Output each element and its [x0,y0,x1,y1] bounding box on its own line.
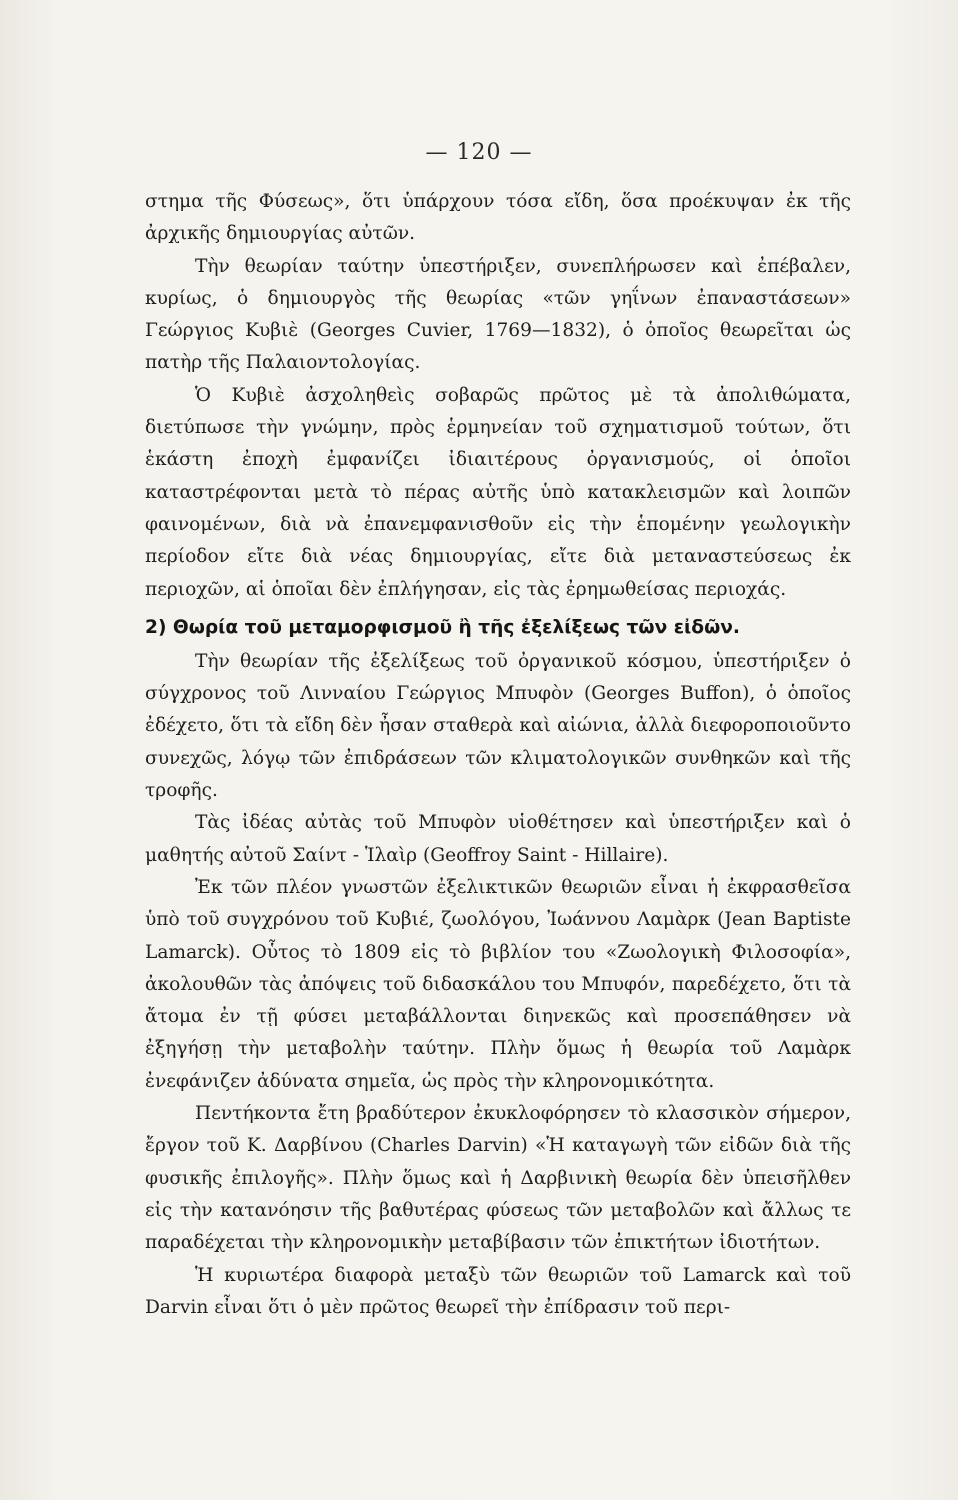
paragraph-darwin: Πεντήκοντα ἔτη βραδύτερον ἐκυκλοφόρησεν τὸ κλασσικὸν σήμερον, ἔργον τοῦ Κ. Δαρβίνου (Charles Darvin) «Ἡ καταγωγὴ τῶν εἰδῶν διὰ τῆς φυσικῆς ἐπιλογῆς». Πλὴν ὅμως καὶ ἡ Δαρβινικὴ θεωρία δὲν ὑπεισῆλθεν εἰς τὴν κατανόησιν τῆς βαθυτέρας φύσεως τῶν μεταβολῶν καὶ ἄλλως τε παραδέχεται τὴν κληρονομικὴν μεταβίβασιν τῶν ἐπικτήτων ἰδιοτήτων. [145,1103,851,1254]
paragraph-cuvier-theory: Τὴν θεωρίαν ταύτην ὑπεστήριξεν, συνεπλήρωσεν καὶ ἐπέβαλεν, κυρίως, ὁ δημιουργὸς τῆς θεωρίας «τῶν γηΐνων ἐπαναστάσεων» Γεώργιος Κυβιὲ (Georges Cuvier, 1769—1832), ὁ ὁποῖος θεωρεῖται ὡς πατὴρ τῆς Παλαιοντολογίας. [145,255,851,374]
paragraph-difference: Ἡ κυριωτέρα διαφορὰ μεταξὺ τῶν θεωριῶν τοῦ Lamarck καὶ τοῦ Darvin εἶναι ὅτι ὁ μὲν πρῶτος θεωρεῖ τὴν ἐπίδρασιν τοῦ περι- [145,1264,851,1318]
page-number: — 120 — [425,140,533,165]
body-text [145,186,851,1324]
paragraph-buffon: Τὴν θεωρίαν τῆς ἐξελίξεως τοῦ ὀργανικοῦ κόσμου, ὑπεστήριξεν ὁ σύγχρονος τοῦ Λινναίου Γεώργιος Μπυφὸν (Georges Buffon), ὁ ὁποῖος ἐδέχετο, ὅτι τὰ εἴδη δὲν ἦσαν σταθερὰ καὶ αἰώνια, ἀλλὰ διεφοροποιοῦντο συνεχῶς, λόγῳ τῶν ἐπιδράσεων τῶν κλιματολογικῶν συνθηκῶν καὶ τῆς τροφῆς. [145,650,851,802]
paragraph-continuation: στημα τῆς Φύσεως», ὅτι ὑπάρχουν τόσα εἴδη, ὅσα προέκυψαν ἐκ τῆς ἀρχικῆς δημιουργίας αὐτῶν. [145,191,851,245]
paragraph-saint-hillaire: Τὰς ἰδέας αὐτὰς τοῦ Μπυφὸν υἱοθέτησεν καὶ ὑπεστήριξεν καὶ ὁ μαθητής αὐτοῦ Σαίντ - Ἱλαὶρ (Geoffroy Saint - Hillaire). [145,812,851,866]
paragraph-lamarck: Ἐκ τῶν πλέον γνωστῶν ἐξελικτικῶν θεωριῶν εἶναι ἡ ἐκφρασθεῖσα ὑπὸ τοῦ συγχρόνου τοῦ Κυβιέ, ζωολόγου, Ἰωάννου Λαμὰρκ (Jean Baptiste Lamarck). Οὗτος τὸ 1809 εἰς τὸ βιβλίον του «Ζωολογικὴ Φιλοσοφία», ἀκολουθῶν τὰς ἀπόψεις τοῦ διδασκάλου του Μπυφόν, παρεδέχετο, ὅτι τὰ ἄτομα ἐν τῇ φύσει μεταβάλλονται διηνεκῶς καὶ προσεπάθησεν νὰ ἐξηγήσῃ τὴν μεταβολὴν ταύτην. Πλὴν ὅμως ἡ θεωρία τοῦ Λαμὰρκ ἐνεφάνιζεν ἀδύνατα σημεῖα, ὡς πρὸς τὴν κληρονομικότητα. [145,876,851,1092]
section-heading: 2) Θωρία τοῦ μεταμορφισμοῦ ἢ τῆς ἐξελίξεως τῶν εἰδῶν. [145,616,740,638]
paragraph-cuvier-fossils: Ὁ Κυβιὲ ἀσχοληθεὶς σοβαρῶς πρῶτος μὲ τὰ ἀπολιθώματα, διετύπωσε τὴν γνώμην, πρὸς ἑρμηνείαν τοῦ σχηματισμοῦ τούτων, ὅτι ἑκάστη ἐποχὴ ἐμφανίζει ἰδιαιτέρους ὀργανισμούς, οἱ ὁποῖοι καταστρέφονται μετὰ τὸ πέρας αὐτῆς ὑπὸ κατακλεισμῶν καὶ λοιπῶν φαινομένων, διὰ νὰ ἐπανεμφανισθοῦν εἰς τὴν ἑπομένην γεωλογικὴν περίοδον εἴτε διὰ νέας δημιουργίας, εἴτε διὰ μεταναστεύσεως ἐκ περιοχῶν, αἱ ὁποῖαι δὲν ἐπλήγησαν, εἰς τὰς ἐρημωθείσας περιοχάς. [145,384,851,600]
